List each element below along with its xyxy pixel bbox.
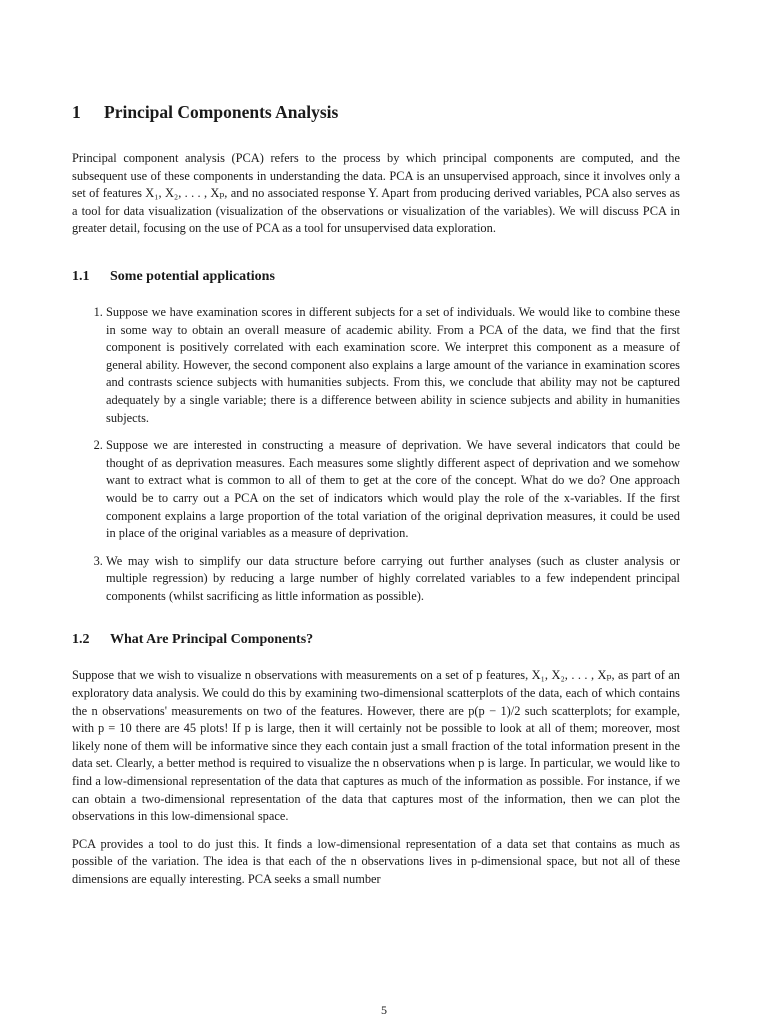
subsection-title: Some potential applications <box>110 268 275 284</box>
intro-paragraph: Principal component analysis (PCA) refers to the process by which principal components are computed, and the subsequent use of these components in understanding the data. PCA is an unsupervised approach, since it involves only a set of features X₁, X₂, . . . , Xₚ, and no associated response Y. Apart from producing derived variables, PCA also serves as a tool for data visualization (visualization of the observations or visualization of the variables). We will discuss PCA in greater detail, focusing on the use of PCA as a tool for unsupervised data exploration. <box>72 151 680 236</box>
body-paragraph: PCA provides a tool to do just this. It finds a low-dimensional representation of a data set that contains as much as possible of the variation. The idea is that each of the n observations lives in p-dimensional space, but not all of these dimensions are equally interesting. PCA seeks a small number <box>72 836 680 886</box>
list-item: 2. Suppose we are interested in constructing a measure of deprivation. We have several indicators that could be thought of as deprivation measures. Each measures some slightly different aspect of deprivation and we somehow want to extract what is common to all of them to get at the core of the concept. What do we do? One approach would be to carry out a PCA on the set of indicators which would play the role of the x-variables. If the first component explains a large proportion of the total variation of the original deprivation measures, it could be used in place of the original variables as a measure of deprivation. <box>106 437 680 543</box>
body-paragraph: Suppose that we wish to visualize n observations with measurements on a set of p features, X₁, X₂, . . . , Xₚ, as part of an exploratory data analysis. We could do this by examining two-dimensional scatterplots of the data, each of which contains the n observations' measurements on two of the features. However, there are p(p − 1)/2 such scatterplots; for example, with p = 10 there are 45 plots! If p is large, then it will certainly not be possible to look at all of them; moreover, most likely none of them will be informative since they each contain just a small fraction of the total information present in the data set. Clearly, a better method is required to visualize the n observations when p is large. In particular, we would like to find a low-dimensional representation of the data that captures as much of the information as possible. For instance, if we can obtain a two-dimensional representation of the data that captures most of the information, then we can plot the observations in this low-dimensional space. <box>72 668 680 824</box>
section-title: Principal Components Analysis <box>104 102 339 122</box>
page-number: 5 <box>381 1003 387 1017</box>
document-page <box>72 98 680 899</box>
applications-list <box>72 304 680 606</box>
subsection-number: 1.1 <box>72 268 90 284</box>
subsection-title: What Are Principal Components? <box>110 632 314 648</box>
section-number: 1 <box>72 102 81 122</box>
subsection-heading-what-are-pcs <box>72 629 680 651</box>
subsection-number: 1.2 <box>72 632 90 648</box>
subsection-heading-applications <box>72 266 680 288</box>
list-item: 1. Suppose we have examination scores in different subjects for a set of individuals. We would like to combine these in some way to obtain an overall measure of academic ability. From a PCA of the data, we find that the first component is positively correlated with each examination score. We interpret this component as a measure of general ability. However, the second component also explains a large amount of the variance in examination scores and contrasts science subjects with humanities subjects. From this, we conclude that ability may not be captured adequately by a single variable; there is a difference between ability in science subjects and ability in humanities subjects. <box>106 304 680 427</box>
section-heading <box>72 98 680 126</box>
list-item: 3. We may wish to simplify our data structure before carrying out further analyses (such as cluster analysis or multiple regression) by reducing a large number of highly correlated variables to a few independent principal components (whilst sacrificing as little information as possible). <box>106 553 680 606</box>
